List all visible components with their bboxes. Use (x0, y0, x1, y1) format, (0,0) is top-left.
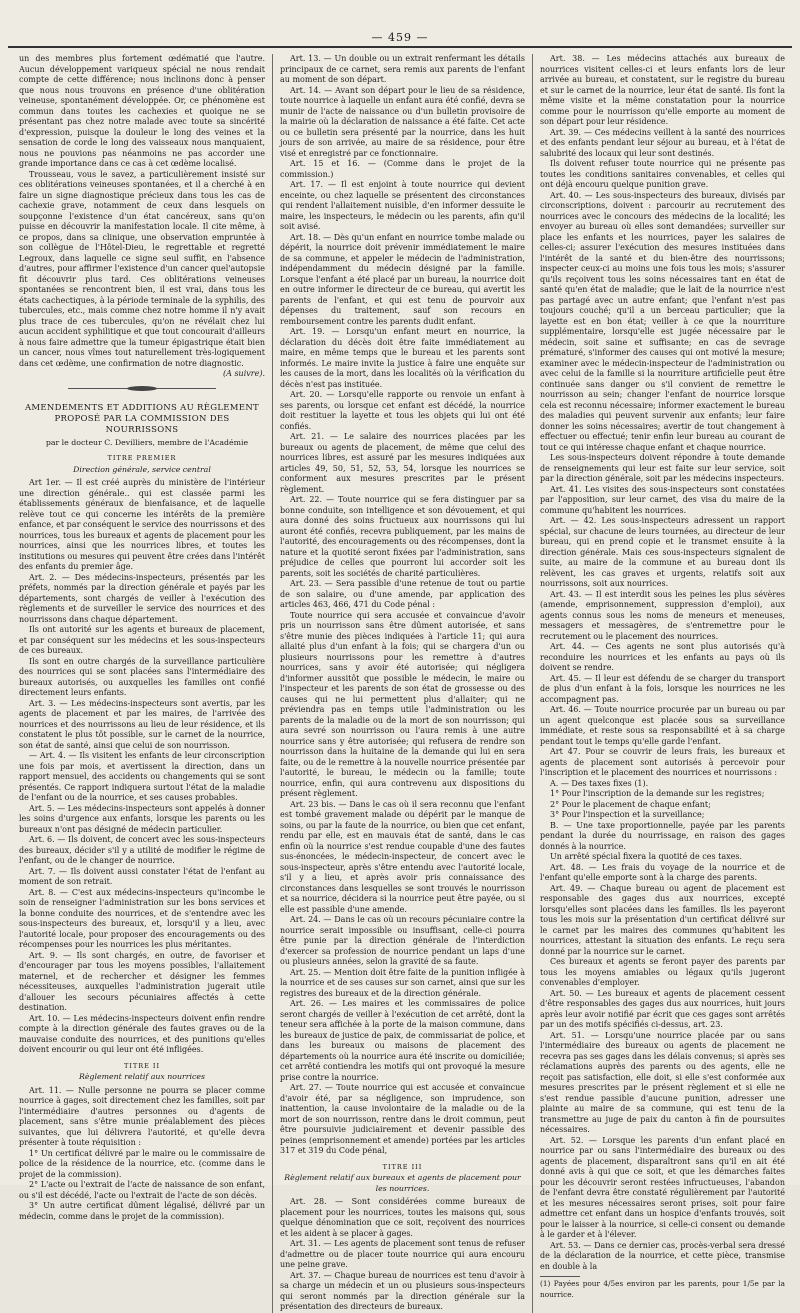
article-paragraph: Art. 40. — Les sous-inspecteurs des bureaux, divisés par circonscriptions, doivent : parcourir au recrutement des nourrices avec le concours des médecins de la localité; les envoyer au bureau où elles sont demandées; surveiller sur place les enfants et les nourrices, payer les salaires de celles-ci; assurer l'exécution des mesures instituées dans l'intérêt de la santé et du bien-être des nourrissons; inspecter ceux-ci au moins une fois tous les mois; s'assurer qu'ils reçoivent tous les soins nécessaires tant en état de santé qu'en état de maladie; que le lait de la nourrice n'est pas partagé avec un autre enfant; que l'enfant n'est pas toujours couché; qu'il a un berceau particulier; que la layette est en bon état; veiller à ce que la nourriture supplémentaire, lorsqu'elle est jugée nécessaire par le médecin, soit saine et suffisante; en cas de sevrage prématuré, s'informer des causes qui ont motivé la mesure; examiner avec le médecin-inspecteur de l'administration ou avec celui de la famille si la nourriture artificielle peut être continuée sans danger ou s'il convient de remettre le nourrisson au sein; changer l'enfant de nourrice lorsque cela est reconnu nécessaire; informer exactement le bureau des maladies qui peuvent survenir aux enfants; leur faire donner les soins nécessaires; avertir de tout changement à effectuer ou effectué; tenir enfin leur bureau au courant de tout ce qui intéresse chaque enfant et chaque nourrice. (540, 190, 785, 452)
article-paragraph: Art. 51. — Lorsqu'une nourrice placée par ou sans l'intermédiaire des bureaux ou agents de placement ne recevra pas ses gages dans les délais convenus; si après ses réclamations auprès des parents ou des agents, elle ne reçoit pas satisfaction, elle doit, si elle s'est conformée aux mesures prescrites par le présent règlement et si elle ne s'est rendue passible d'aucune punition, adresser une plainte au maire de sa commune, qui est tenu de la transmettre au juge de paix du canton à fin de poursuites nécessaires. (540, 1030, 785, 1134)
paragraph: Trousseau, vous le savez, a particulièrement insisté sur ces oblitérations veineuses spontanées, et il a cherché à en faire un signe diagnostique précieux dans tous les cas de cachexie grave, notamment de ceux dans lesquels on soupçonne l'existence d'un état cancéreux, sans qu'on puisse en découvrir la manifestation locale. Il cite même, à ce propos, dans sa clinique, une observation empruntée à son collègue de l'Hôtel-Dieu, le regrettable et regretté Legroux, dans laquelle ce signe seul suffit, en l'absence d'autres, pour affirmer l'existence d'un cancer quel'autopsie fit découvrir plus tard. Ces oblitérations veineuses spontanées se rencontrent bien, il est vrai, dans tous les états cachectiques, à la période terminale de la syphilis, des tubercules, etc., mais comme chez notre homme il n'y avait plus trace de ces tubercules, qu'on ne révélait chez lui aucun accident syphilitique et que tout concourait d'ailleurs à nous faire admettre que la tumeur épigastrique était bien un cancer, nous vîmes tout naturellement très-logiquement dans cet œdème, une confirmation de notre diagnostic. (19, 169, 265, 368)
article-paragraph: Art. 50. — Les bureaux et agents de placement cessent d'être responsables des gages dus aux nourrices, huit jours après leur avoir notifié par écrit que ces gages sont arrêtés par un des motifs spécifiés ci-dessus, art. 23. (540, 988, 785, 1029)
article-paragraph: Art. 13. — Un double ou un extrait renfermant les détails principaux de ce carnet, sera remis aux parents de l'enfant au moment de son départ. (280, 54, 525, 84)
text-columns (12, 54, 792, 1311)
article-paragraph: Art. 22. — Toute nourrice qui se fera distinguer par sa bonne conduite, son intelligence et son dévouement, et qui aura donné des soins fructueux aux nourrissons qui lui auront été confiés, recevra publiquement, par les mains de l'autorité, des encouragements ou des récompenses, dont la nature et la quotité seront fixées par l'administration, sans préjudice de celles que pourront lui accorder soit les parents, soit les sociétés de charité particulières. (280, 495, 525, 578)
article-paragraph: Art. 49. — Chaque bureau ou agent de placement est responsable des gages dus aux nourrices, excepté lorsqu'elles sont placées dans les familles. Ils les payeront tous les mois sur la présentation d'un certificat délivré sur le carnet par les maires des communes qu'habitent les nourrices, attestant la situation des enfants. Le reçu sera donné par la nourrice sur le carnet. (540, 883, 785, 956)
header-rule (8, 46, 792, 48)
article-paragraph: Art. 45. — Il leur est défendu de se charger du transport de plus d'un enfant à la fois, lorsque les nourrices ne les accompagnent pas. (540, 673, 785, 704)
article-paragraph: Art. 17. — Il est enjoint à toute nourrice qui devient enceinte, ou chez laquelle se présentent des circonstances qui rendent l'allaitement nuisible, d'en informer dessuite le maire, les inspecteurs, le médecin ou les parents, afin qu'il soit avisé. (280, 180, 525, 231)
article-paragraph: Art. 44. — Ces agents ne sont plus autorisés qu'à reconduire les nourrices et les enfants au pays où ils doivent se rendre. (540, 642, 785, 672)
article-paragraph: Un arrêté spécial fixera la quotité de ces taxes. (550, 852, 743, 861)
article-paragraph: Art. 21. — Le salaire des nourrices placées par les bureaux ou agents de placement, de même que celui des nourrices libres, est assuré par les mesures indiquées aux articles 49, 50, 51, 52, 53, 54, lorsque les nourrices se conforment aux mesures prescrites par le présent règlement. (280, 432, 525, 494)
article-paragraph: B. — Une taxe proportionnelle, payée par les parents pendant la durée du nourrissage, en raison des gages donnés à la nourrice. (540, 820, 785, 851)
article-paragraph: 3° Pour l'inspection et la surveillance; (550, 810, 705, 819)
page-header (0, 0, 800, 52)
article-paragraph: Art 1er. — Il est créé auprès du ministère de l'intérieur une direction générale.. qui est classée parmi les établissements généraux de bienfaisance, et de laquelle relève tout ce qui concerne les intérêts de la première enfance, et par conséquent le service des nourrissons et des nourrices, tous les bureaux et agents de placement pour les nourrices, ainsi que les nourrices libres, et toutes les institutions ou mesures qui peuvent être crées dans l'intérêt des enfants du premier âge. (19, 478, 265, 571)
article-paragraph: Art. 48. — Les frais du voyage de la nourrice et de l'enfant qu'elle emporte sont à la charge des parents. (540, 862, 785, 882)
article-paragraph: Art. 52. — Lorsque les parents d'un enfant placé en nourrice par ou sans l'intermédiaire des bureaux ou des agents de placement, disparaîtront sans qu'il en ait été donné avis à qui que ce soit, et que les démarches faites pour les découvrir seront restées infructueuses, l'abandon de l'enfant devra être constaté régulièrement par l'autorité et les mesures nécessaires seront prises, soit pour faire admettre cet enfant dans un hospice d'enfants trouvés, soit pour le laisser à la nourrice, si celle-ci consent ou demande à le garder et à l'élever. (540, 1135, 785, 1239)
article-paragraph: Toute nourrice qui sera accusée et convaincue d'avoir pris un nourrisson sans être dûment autorisée, et sans s'être munie des pièces indiquées à l'article 11; qui aura allaité plus d'un enfant à la fois; qui se chargera d'un ou plusieurs nourrissons pour les remettre à d'autres nourrices, sans y avoir été autorisée; qui négligera d'informer aussitôt que possible le médecin, le maire ou l'inspecteur et les parents de son état de grossesse ou des causes qui ne lui permettent plus d'allaiter; qui ne préviendra pas en temps utile l'administration ou les parents de la maladie ou de la mort de son nourrisson; qui aura sevré son nourrisson ou l'aura remis à une autre nourrice sans y être autorisée; qui refusera de rendre son nourrisson dans la huitaine de la demande qui lui en sera faite, ou de le remettre à la nouvelle nourrice présentée par l'autorité, le bureau, le médecin ou la famille; toute nourrice, enfin, qui aura contrevenu aux dispositions du présent règlement. (280, 610, 525, 798)
article-paragraph: Art. 23 bis. — Dans le cas où il sera reconnu que l'enfant est tombé gravement malade ou dépérit par le manque de soins, ou par la faute de la nourrice, ou bien que cet enfant, rendu par elle, est en mauvais état de santé, dans le cas enfin où la nourrice s'est rendue coupable d'une des fautes sus-énoncées, le médecin-inspecteur, de concert avec le sous-inspecteur, après s'être entendu avec l'autorité locale, s'il y a lieu, et après avoir pris connaissance des circonstances dans lesquelles se sont trouvés le nourrisson et sa nourrice, décidera si la nourrice peut être payée, ou si elle est passible d'une amende. (280, 799, 525, 914)
article-paragraph: Les sous-inspecteurs doivent répondre à toute demande de renseignements qui leur est faite sur leur service, soit par la direction générale, soit par les médecins inspecteurs. (540, 453, 785, 483)
footnote: (1) Payées pour 4/5es environ par les parents, pour 1/5e par la nourrice. (540, 1279, 785, 1299)
article-paragraph: Art. 6. — Ils doivent, de concert avec les sous-inspecteurs des bureaux, décider s'il y a utilité de modifier le régime de l'enfant, ou de le changer de nourrice. (19, 835, 265, 865)
article-paragraph: Art. 53. — Dans ce dernier cas, procès-verbal sera dressé de la déclaration de la nourrice, et cette pièce, transmise en double à la (540, 1240, 785, 1271)
footnote-rule (540, 1276, 580, 1277)
article-paragraph: Art. 38. — Les médecins attachés aux bureaux de nourrices visitent celles-ci et leurs enfants lors de leur arrivée au bureau, et constatent, sur le registre du bureau et sur le carnet de la nourrice, leur état de santé. Ils font la même visite et la même constatation pour la nourrice comme pour le nourrisson qu'elle emporte au moment de son départ pour leur résidence. (540, 54, 785, 126)
article-paragraph: Art. 28. — Sont considérées comme bureaux de placement pour les nourrices, toutes les maisons qui, sous quelque dénomination que ce soit, reçoivent des nourrices et les aident à se placer à gages. (280, 1197, 525, 1238)
article-paragraph: 1° Pour l'inscription de la demande sur les registres; (550, 789, 765, 798)
article-paragraph: Ils ont autorité sur les agents et bureaux de placement, et par conséquent sur les médecins et les sous-inspecteurs de ces bureaux. (19, 625, 265, 655)
column-3 (532, 54, 792, 1313)
article-paragraph: Art. 8. — C'est aux médecins-inspecteurs qu'incombe le soin de renseigner l'administration sur les bons services et la bonne conduite des nourrices, et de s'entendre avec les sous-inspecteurs des bureaux, et, lorsqu'il y a lieu, avec l'autorité locale, pour proposer des encouragements ou des récompenses pour les nourrices les plus méritantes. (19, 887, 265, 949)
section-subheading: Règlement relatif aux nourrices (79, 1072, 205, 1081)
article-paragraph: Art. 31. — Les agents de placement sont tenus de refuser d'admettre ou de placer toute nourrice qui aura encouru une peine grave. (280, 1239, 525, 1269)
article-paragraph: A. — Des taxes fixes (1). (550, 778, 649, 788)
article-paragraph: Ils doivent refuser toute nourrice qui ne présente pas toutes les conditions sanitaires convenables, et celles qui ont déjà encouru quelque punition grave. (540, 159, 785, 189)
article-paragraph: Ils sont en outre chargés de la surveillance particulière des nourrices qui se sont placées sans l'intermédiaire des bureaux autorisés, ou auxquelles les familles ont confié directement leurs enfants. (19, 656, 265, 697)
page-number: — 459 — (371, 31, 429, 44)
article-paragraph: Art. 43. — Il est interdit sous les peines les plus sévères (amende, emprisonnement, suppression d'emploi), aux agents connus sous les noms de meneurs et meneuses, messagers et messagères, de s'entremettre pour le recrutement ou le placement des nourrices. (540, 589, 785, 641)
article-paragraph: Art. 2. — Des médecins-inspecteurs, présentés par les préfets, nommés par la direction générale et payés par les départements, sont chargés de veiller à l'exécution des règlements et de surveiller le service des nourrices et des nourrissons dans chaque département. (19, 572, 265, 624)
article-paragraph: Art. 24. — Dans le cas où un recours pécuniaire contre la nourrice serait impossible ou insuffisant, celle-ci pourra être punie par la direction générale de l'interdiction d'exercer sa profession de nourrice pendant un laps d'une ou plusieurs années, selon la gravité de sa faute. (280, 915, 525, 966)
article-paragraph: Art. 5. — Les médecins-inspecteurs sont appelés à donner les soins d'urgence aux enfants, lorsque les parents ou les bureaux n'ont pas désigné de médecin particulier. (19, 803, 265, 834)
section-heading: TITRE PREMIER (107, 454, 177, 462)
article-paragraph: Art. 39. — Ces médecins veillent à la santé des nourrices et des enfants pendant leur séjour au bureau, et à l'état de salubrité des locaux qui leur sont destinés. (540, 127, 785, 158)
article-paragraph: Art. 18. — Dès qu'un enfant en nourrice tombe malade ou dépérit, la nourrice doit prévenir immédiatement le maire de sa commune, et appeler le médecin de l'administration, indépendamment du médecin désigné par la famille. Lorsque l'enfant a été placé par un bureau, la nourrice doit en outre informer le directeur de ce bureau, qui avertit les parents de l'enfant, et qui est tenu de pourvoir aux dépenses du traitement, sauf son recours en remboursement contre les parents dudit enfant. (280, 232, 525, 326)
article-paragraph: Art. 20. — Lorsqu'elle rapporte ou renvoie un enfant à ses parents, ou lorsque cet enfant est décédé, la nourrice doit restituer la layette et tous les objets qui lui ont été confiés. (280, 390, 525, 431)
article-paragraph: Ces bureaux et agents se feront payer des parents par tous les moyens amiables ou légaux qu'ils jugeront convenables d'employer. (540, 957, 785, 987)
article-paragraph: Art. 41. Les visites des sous-inspecteurs sont constatées par l'apposition, sur leur carnet, des visa du maire de la commune qu'habitent les nourrices. (540, 484, 785, 515)
column-2 (272, 54, 532, 1313)
article-paragraph: 2° Pour le placement de chaque enfant; (550, 799, 711, 809)
paragraph: un des membres plus fortement œdématié que l'autre. Aucun développement variqueux spécial ne nous rendait compte de cette différence; nous inclinons donc à penser que nous nous trouvons en présence d'une oblitération veineuse, spontanément développée. Or, ce phénomène est commun dans toutes les cachexies et quoique ne se présentant pas chez notre malade avec toute sa sincérité d'expression, puisque la douleur le long des veines et la sensation de corde le long des vaisseaux nous manquaient, nous ne pouvions pas néanmoins ne pas accorder une grande importance dans ce cas à cet œdème localisé. (19, 54, 265, 168)
ornament-separator (68, 388, 216, 397)
to-be-continued: (A suivre). (223, 369, 265, 378)
article-author: par le docteur C. Devilliers, membre de l'Académie (45, 437, 249, 447)
article-paragraph: Art. 3. — Les médecins-inspecteurs sont avertis, par les agents de placement et par les maires, de l'arrivée des nourrices et des nourrissons au lieu de leur résidence, et ils constatent le plus tôt possible, sur le carnet de la nourrice, son état de santé, ainsi que celui de son nourrisson. (19, 698, 265, 750)
article-paragraph: Art. 14. — Avant son départ pour le lieu de sa résidence, toute nourrice à laquelle un enfant aura été confié, devra se munir de l'acte de naissance ou d'un bulletin provisoire de la mairie où la déclaration de naissance a été faite. Cet acte ou ce bulletin sera présenté par la nourrice, dans les huit jours de son arrivée, au maire de sa résidence, pour être visé et enregistré par ce fonctionnaire. (280, 85, 525, 158)
article-paragraph: Art. — 42. Les sous-inspecteurs adressent un rapport spécial, sur chacune de leurs tournées, au directeur de leur bureau, qui en prend copie et le transmet ensuite à la direction générale. Mais ces sous-inspecteurs signalent de suite, au maire de la commune et au bureau dont ils relèvent, les cas graves et urgents, relatifs soit aux nourrissons, soit aux nourrices. (540, 516, 785, 588)
article-paragraph: Art. 11. — Nulle personne ne pourra se placer comme nourrice à gages, soit directement chez les familles, soit par l'intermédiaire d'autres personnes ou d'agents de placement, sans s'être munie préalablement des pièces suivantes, que lui délivrera l'autorité, et qu'elle devra présenter à toute réquisition : (19, 1085, 265, 1147)
section-subheading: Règlement relatif aux bureaux et agents de placement pour les nourrices. (284, 1173, 521, 1193)
article-paragraph: Art. 37. — Chaque bureau de nourrices est tenu d'avoir à sa charge un médecin et un ou plusieurs sous-inspecteurs qui seront nommés par la direction générale sur la présentation des directeurs de bureaux. (280, 1270, 525, 1311)
article-paragraph: 3° Un autre certificat dûment légalisé, délivré par un médecin, comme dans le projet de la commission). (19, 1201, 265, 1221)
article-paragraph: Art. 25. — Mention doit être faite de la punition infligée à la nourrice et de ses causes sur son carnet, ainsi que sur les registres des bureaux et de la direction générale. (280, 967, 525, 998)
article-paragraph: Art. 19. — Lorsqu'un enfant meurt en nourrice, la déclaration du décès doit être faite immédiatement au maire, en même temps que le bureau et les parents sont informés. Le maire invite la justice à faire une enquête sur les causes de la mort, dans les localités où la vérification du décès n'est pas instituée. (280, 327, 525, 389)
article-paragraph: Art. 9. — Ils sont chargés, en outre, de favoriser et d'encourager par tous les moyens possibles, l'allaitement maternel, et de rechercher et désigner les femmes nécessiteuses, auxquelles l'administration jugerait utile d'allouer les secours pécuniaires affectés à cette destination. (19, 950, 265, 1012)
article-paragraph: Art. 15 et 16. — (Comme dans le projet de la commission.) (280, 159, 525, 179)
article-paragraph: Art. 27. — Toute nourrice qui est accusée et convaincue d'avoir été, par sa négligence, son imprudence, son inattention, la cause involontaire de la maladie ou de la mort de son nourrisson, rentre dans le droit commun, peut être poursuivie judiciairement et devenir passible des peines (emprisonnement et amende) portées par les articles 317 et 319 du Code pénal, (280, 1083, 525, 1155)
column-1 (12, 54, 272, 1313)
article-paragraph: 2° L'acte ou l'extrait de l'acte de naissance de son enfant, ou s'il est décédé, l'acte ou l'extrait de l'acte de son décès. (19, 1180, 265, 1200)
section-heading: TITRE II (123, 1061, 161, 1070)
section-subheading: Direction générale, service central (73, 464, 211, 474)
article-paragraph: Art. 10. — Les médecins-inspecteurs doivent enfin rendre compte à la direction générale des fautes graves ou de la mauvaise conduite des nourrices, et des punitions qu'elles doivent encourir ou qui leur ont été infligées. (19, 1013, 265, 1054)
article-paragraph: Art. 23. — Sera passible d'une retenue de tout ou partie de son salaire, ou d'une amende, par application des articles 463, 466, 471 du Code pénal : (280, 579, 525, 609)
article-paragraph: Art. 7. — Ils doivent aussi constater l'état de l'enfant au moment de son retrait. (19, 866, 265, 886)
article-paragraph: 1° Un certificat délivré par le maire ou le commissaire de police de la résidence de la nourrice, etc. (comme dans le projet de la commission). (19, 1148, 265, 1179)
article-paragraph: Art. 26. — Les maires et les commissaires de police seront chargés de veiller à l'exécution de cet arrêté, dont la teneur sera affichée à la porte de la maison commune, dans les bureaux de justice de paix, de commissariat de police, et dans les bureaux ou maisons de placement des départements où la nourrice aura été inscrite ou domiciliée; cet arrêté contiendra les motifs qui ont provoqué la mesure prise contre la nourrice. (280, 999, 525, 1082)
article-paragraph: Art 47. Pour se couvrir de leurs frais, les bureaux et agents de placement sont autorisés à percevoir pour l'inscription et le placement des nourrices et nourrissons : (540, 747, 785, 777)
section-heading: TITRE III (382, 1162, 423, 1171)
article-title: AMENDEMENTS ET ADDITIONS AU RÈGLEMENT PROPOSÉ PAR LA COMMISSION DES NOURRISSONS (24, 402, 260, 435)
article-paragraph: — Art. 4. — Ils visitent les enfants de leur circonscription une fois par mois, et avertissent la direction, dans un rapport mensuel, des accidents ou changements qui se sont présentés. Ce rapport indiquera surtout l'état de la maladie de l'enfant ou de la nourrice, et ses causes probables. (19, 751, 265, 802)
article-paragraph: Art. 46. — Toute nourrice procurée par un bureau ou par un agent quelconque est placée sous sa surveillance immédiate, et reste sous sa responsabilité et à sa charge pendant tout le temps qu'elle garde l'enfant. (540, 705, 785, 746)
